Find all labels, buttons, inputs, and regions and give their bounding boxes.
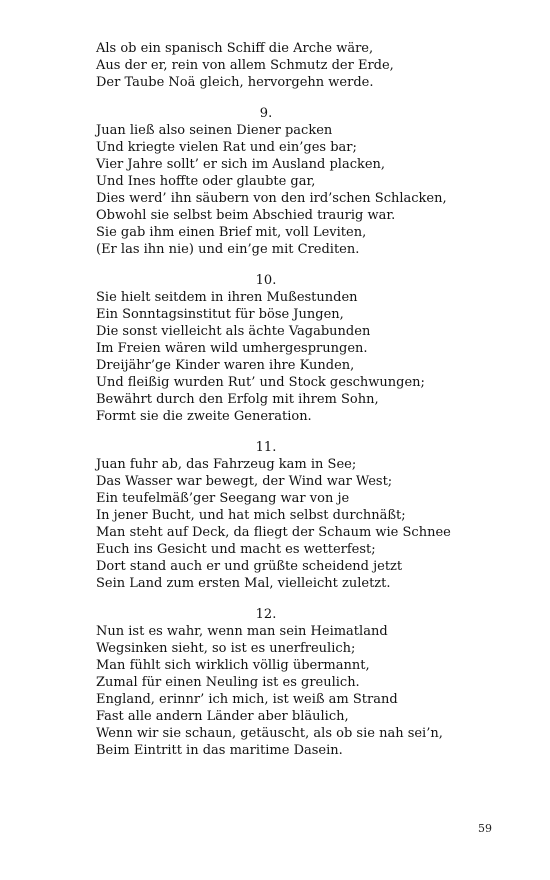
verse-line: (Er las ihn nie) und ein’ge mit Crediten. [96, 242, 360, 257]
verse-line: Und Ines hoffte oder glaubte gar, [96, 174, 316, 189]
verse-line: Und kriegte vielen Rat und ein’ges bar; [96, 140, 357, 155]
verse-line: Euch ins Gesicht und macht es wetterfest; [96, 542, 376, 557]
verse-line: Fast alle andern Länder aber bläulich, [96, 709, 349, 724]
verse-line: Wenn wir sie schaun, getäuscht, als ob sie nah sei’n, [96, 726, 443, 741]
poem-text-block [96, 40, 516, 773]
verse-line: Nun ist es wahr, wenn man sein Heimatland [96, 624, 388, 639]
verse-line: Das Wasser war bewegt, der Wind war West; [96, 474, 393, 489]
verse-line: Sie gab ihm einen Brief mit, voll Leviten, [96, 225, 367, 240]
verse-line: Ein Sonntagsinstitut für böse Jungen, [96, 307, 344, 322]
verse-line: Dies werd’ ihn säubern von den ird’schen Schlacken, [96, 191, 447, 206]
verse-line: Ein teufelmäß’ger Seegang war von je [96, 491, 350, 506]
stanza-number: 12. [255, 607, 277, 622]
stanza-10 [96, 272, 516, 425]
verse-line: Vier Jahre sollt’ er sich im Ausland placken, [96, 157, 386, 172]
verse-line: Beim Eintritt in das maritime Dasein. [96, 743, 343, 758]
stanza-number: 9. [259, 106, 273, 121]
stanza-number: 10. [255, 273, 277, 288]
verse-line: In jener Bucht, und hat mich selbst durchnäßt; [96, 508, 406, 523]
verse-line: Sie hielt seitdem in ihren Mußestunden [96, 290, 358, 305]
stanza-11 [96, 439, 516, 592]
verse-line: Man fühlt sich wirklich völlig übermannt, [96, 658, 370, 673]
verse-line: Dort stand auch er und grüßte scheidend jetzt [96, 559, 403, 574]
stanza-continuation [96, 40, 516, 91]
stanza-9 [96, 105, 516, 258]
verse-line: Obwohl sie selbst beim Abschied traurig war. [96, 208, 396, 223]
verse-line: Juan fuhr ab, das Fahrzeug kam in See; [96, 457, 357, 472]
verse-line: Als ob ein spanisch Schiff die Arche wäre, [96, 41, 374, 56]
page-number: 59 [478, 822, 492, 835]
verse-line: Aus der er, rein von allem Schmutz der Erde, [96, 58, 394, 73]
verse-line: Die sonst vielleicht als ächte Vagabunden [96, 324, 371, 339]
verse-line: Bewährt durch den Erfolg mit ihrem Sohn, [96, 392, 379, 407]
stanza-12 [96, 606, 516, 759]
stanza-number: 11. [255, 440, 277, 455]
verse-line: Sein Land zum ersten Mal, vielleicht zuletzt. [96, 576, 391, 591]
verse-line: Wegsinken sieht, so ist es unerfreulich; [96, 641, 356, 656]
verse-line: Formt sie die zweite Generation. [96, 409, 312, 424]
verse-line: Der Taube Noä gleich, hervorgehn werde. [96, 75, 374, 90]
verse-line: England, erinnr’ ich mich, ist weiß am Strand [96, 692, 398, 707]
verse-line: Juan ließ also seinen Diener packen [96, 123, 333, 138]
verse-line: Zumal für einen Neuling ist es greulich. [96, 675, 360, 690]
verse-line: Man steht auf Deck, da fliegt der Schaum wie Schnee [96, 525, 451, 540]
verse-line: Im Freien wären wild umhergesprungen. [96, 341, 368, 356]
verse-line: Dreijähr’ge Kinder waren ihre Kunden, [96, 358, 355, 373]
verse-line: Und fleißig wurden Rut’ und Stock geschwungen; [96, 375, 425, 390]
